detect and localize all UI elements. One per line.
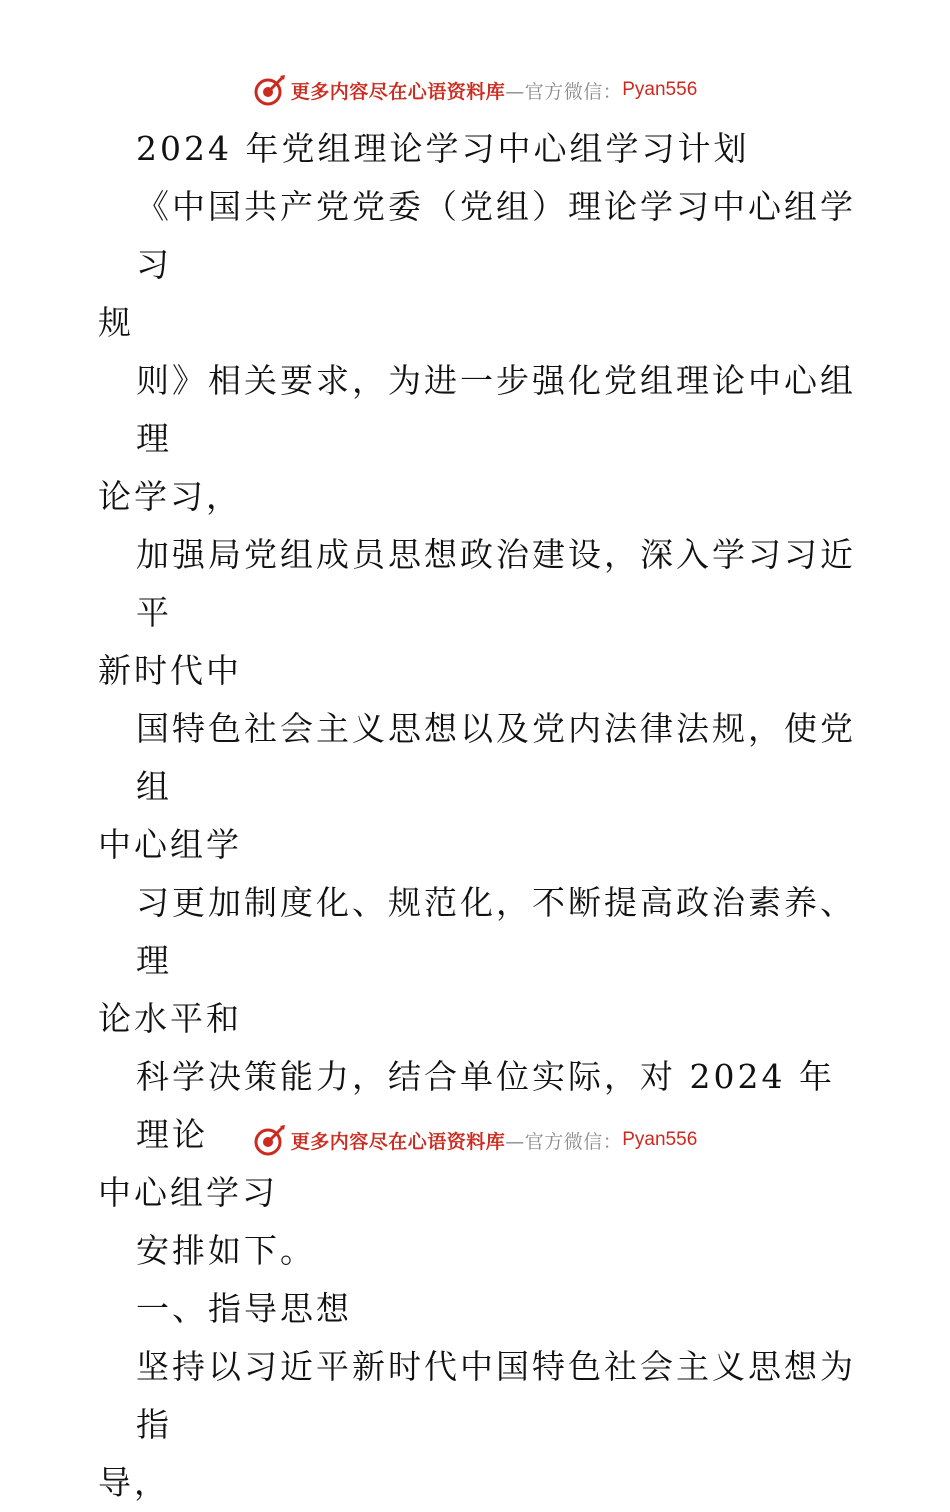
- banner-wechat-handle: Pyan556: [622, 79, 698, 100]
- banner-brand-text: 更多内容尽在心语资料库: [290, 80, 506, 103]
- document-line: 论水平和: [98, 999, 242, 1038]
- document-line: 导，: [98, 1463, 170, 1502]
- document-line: 习更加制度化、规范化，不断提高政治素养、理: [136, 883, 856, 980]
- header-watermark-banner: [0, 72, 950, 108]
- document-line: 加强局党组成员思想政治建设，深入学习习近平: [136, 535, 856, 632]
- document-line: 《中国共产党党委（党组）理论学习中心组学习: [136, 187, 856, 284]
- document-line: 中心组学习: [98, 1173, 278, 1212]
- footer-watermark-banner: [0, 1122, 950, 1158]
- document-line: 中心组学: [98, 825, 242, 864]
- brush-logo-icon: [253, 73, 287, 107]
- document-line: 规: [98, 303, 134, 342]
- document-line: 安排如下。: [136, 1231, 316, 1270]
- brush-logo-icon: [253, 1123, 287, 1157]
- document-line: 科学决策能力，结合单位实际，对 2024 年理论: [136, 1057, 835, 1154]
- document-line: 2024 年党组理论学习中心组学习计划: [136, 129, 750, 168]
- document-line: 新时代中: [98, 651, 242, 690]
- document-line: 国特色社会主义思想以及党内法律法规，使党组: [136, 709, 856, 806]
- banner-contact-prefix: —官方微信：: [505, 80, 623, 103]
- document-line: 则》相关要求，为进一步强化党组理论中心组理: [136, 361, 856, 458]
- document-line: 一、指导思想: [136, 1289, 352, 1328]
- banner-wechat-handle: Pyan556: [622, 1129, 698, 1150]
- banner-contact-prefix: —官方微信：: [505, 1130, 623, 1153]
- document-line: 论学习，: [98, 477, 242, 516]
- banner-brand-text: 更多内容尽在心语资料库: [290, 1130, 506, 1153]
- document-body: [98, 120, 858, 1512]
- document-line: 坚持以习近平新时代中国特色社会主义思想为指: [136, 1347, 856, 1444]
